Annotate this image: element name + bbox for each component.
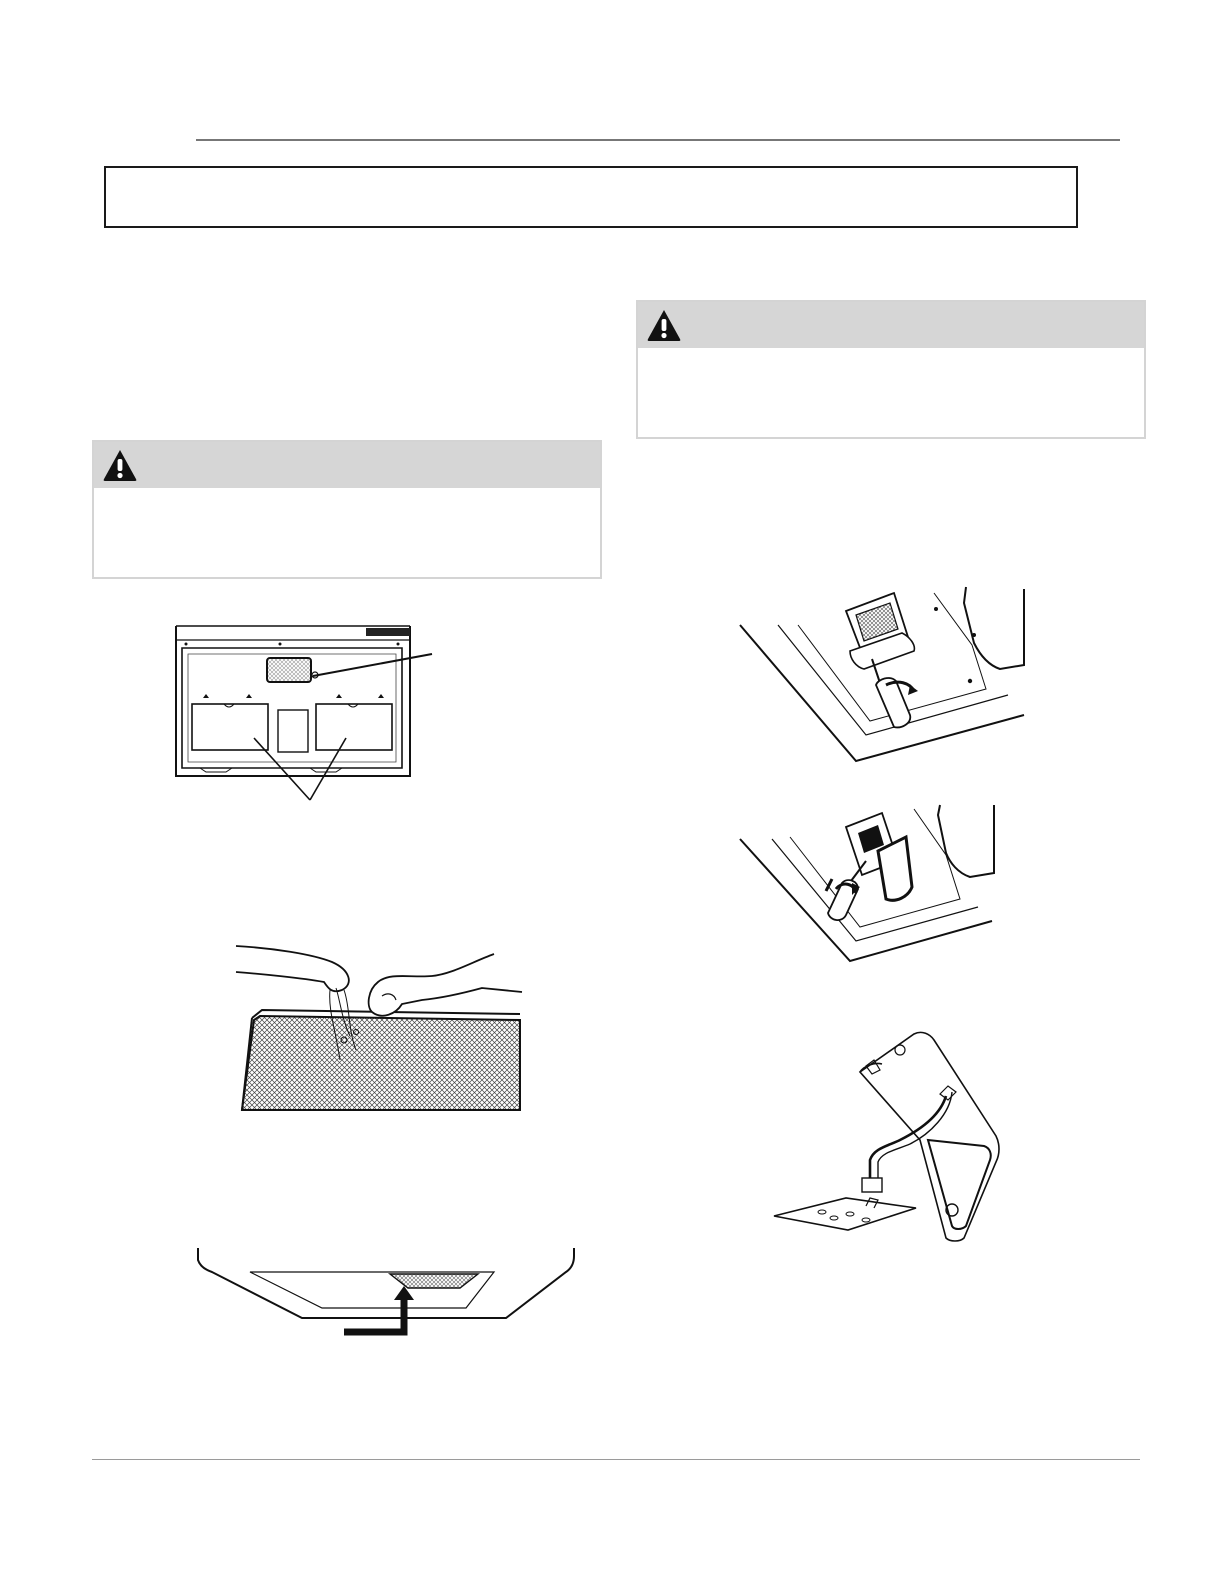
filter-insertion-illustration — [194, 1246, 579, 1336]
header-rule — [196, 139, 1120, 141]
light-bulb-replacement-illustration — [770, 1030, 1010, 1242]
light-cover-removal-step-2 — [738, 803, 998, 965]
warning-box-right — [636, 300, 1146, 439]
warning-header — [94, 442, 600, 488]
warning-triangle-icon — [646, 308, 682, 342]
light-cover-removal-step-1 — [738, 585, 1028, 765]
warning-box-left — [92, 440, 602, 579]
notice-box — [104, 166, 1078, 228]
washing-filter-illustration — [232, 940, 527, 1115]
footer-rule — [92, 1459, 1140, 1460]
warning-header — [638, 302, 1144, 348]
hood-underside-diagram — [170, 618, 440, 808]
warning-triangle-icon — [102, 448, 138, 482]
